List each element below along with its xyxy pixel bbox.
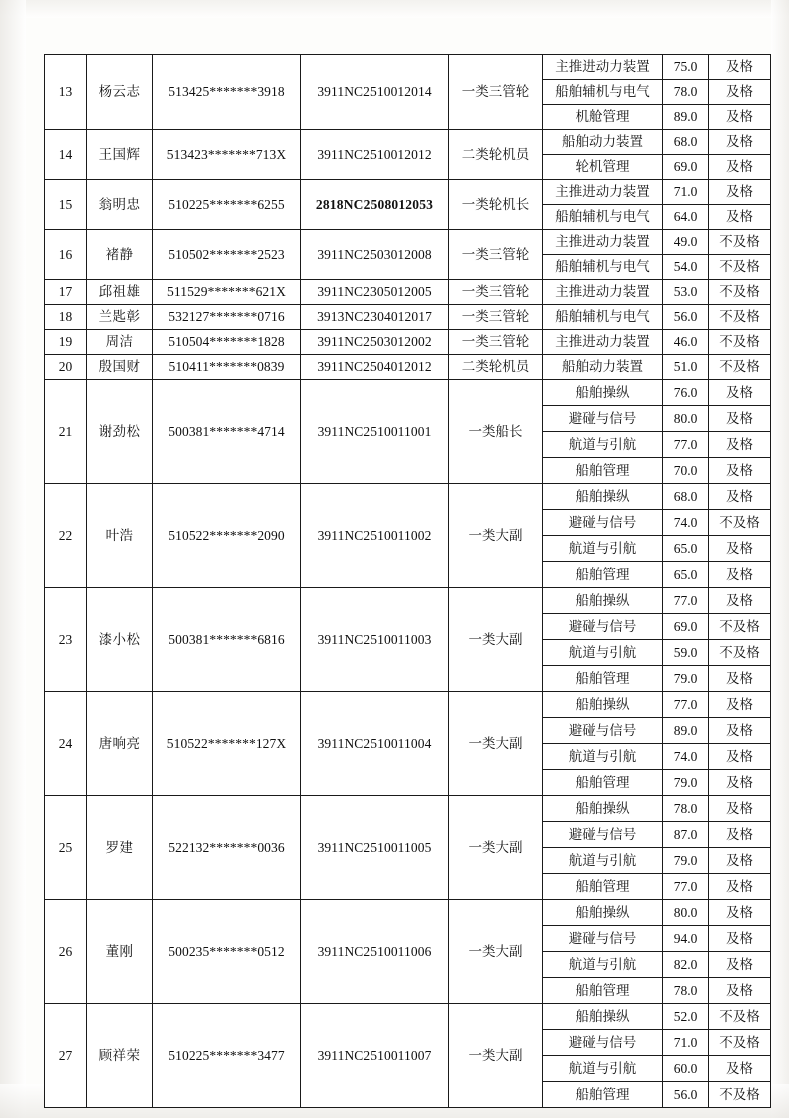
exam-subject: 船舶动力装置 [543, 130, 663, 155]
competency-category: 一类大副 [449, 900, 543, 1004]
exam-subject: 机舱管理 [543, 105, 663, 130]
id-number: 500235*******0512 [153, 900, 301, 1004]
exam-score: 80.0 [663, 900, 709, 926]
exam-score: 80.0 [663, 406, 709, 432]
exam-score: 49.0 [663, 230, 709, 255]
exam-subject: 船舶操纵 [543, 588, 663, 614]
row-serial-number: 17 [45, 280, 87, 305]
exam-subject: 航道与引航 [543, 1056, 663, 1082]
exam-result: 及格 [709, 432, 771, 458]
exam-subject: 船舶辅机与电气 [543, 255, 663, 280]
table-row [45, 796, 771, 822]
exam-result: 及格 [709, 205, 771, 230]
exam-score: 53.0 [663, 280, 709, 305]
exam-subject: 航道与引航 [543, 952, 663, 978]
exam-subject: 主推进动力装置 [543, 330, 663, 355]
candidate-name: 谢劲松 [87, 380, 153, 484]
exam-result: 及格 [709, 380, 771, 406]
exam-subject: 船舶操纵 [543, 380, 663, 406]
exam-subject: 航道与引航 [543, 848, 663, 874]
exam-score: 78.0 [663, 978, 709, 1004]
certificate-number: 3911NC2510012014 [301, 55, 449, 130]
exam-score: 51.0 [663, 355, 709, 380]
competency-category: 一类三管轮 [449, 230, 543, 280]
row-serial-number: 15 [45, 180, 87, 230]
exam-result: 及格 [709, 484, 771, 510]
id-number: 510504*******1828 [153, 330, 301, 355]
exam-subject: 船舶操纵 [543, 796, 663, 822]
exam-subject: 主推进动力装置 [543, 55, 663, 80]
table-row [45, 900, 771, 926]
table-row [45, 692, 771, 718]
row-serial-number: 22 [45, 484, 87, 588]
competency-category: 一类三管轮 [449, 55, 543, 130]
certificate-number: 3911NC2510011005 [301, 796, 449, 900]
table-row [45, 180, 771, 205]
row-serial-number: 26 [45, 900, 87, 1004]
page-edge-shading-top [0, 0, 789, 18]
certificate-number: 3911NC2305012005 [301, 280, 449, 305]
exam-result: 及格 [709, 718, 771, 744]
exam-subject: 船舶管理 [543, 978, 663, 1004]
id-number: 510225*******6255 [153, 180, 301, 230]
exam-score: 76.0 [663, 380, 709, 406]
row-serial-number: 21 [45, 380, 87, 484]
competency-category: 二类轮机员 [449, 355, 543, 380]
exam-result: 及格 [709, 900, 771, 926]
exam-subject: 船舶辅机与电气 [543, 80, 663, 105]
exam-result: 及格 [709, 55, 771, 80]
row-serial-number: 19 [45, 330, 87, 355]
exam-score: 69.0 [663, 155, 709, 180]
exam-result: 不及格 [709, 305, 771, 330]
competency-category: 一类船长 [449, 380, 543, 484]
exam-subject: 避碰与信号 [543, 406, 663, 432]
exam-subject: 避碰与信号 [543, 1030, 663, 1056]
certificate-number: 3911NC2510012012 [301, 130, 449, 180]
exam-score: 54.0 [663, 255, 709, 280]
exam-subject: 航道与引航 [543, 744, 663, 770]
table-row [45, 280, 771, 305]
candidate-name: 董刚 [87, 900, 153, 1004]
exam-subject: 避碰与信号 [543, 718, 663, 744]
exam-score: 75.0 [663, 55, 709, 80]
exam-subject: 船舶动力装置 [543, 355, 663, 380]
exam-subject: 主推进动力装置 [543, 280, 663, 305]
candidate-name: 周洁 [87, 330, 153, 355]
id-number: 532127*******0716 [153, 305, 301, 330]
exam-score: 70.0 [663, 458, 709, 484]
certificate-number: 2818NC2508012053 [301, 180, 449, 230]
row-serial-number: 23 [45, 588, 87, 692]
exam-result: 不及格 [709, 230, 771, 255]
candidate-name: 殷国财 [87, 355, 153, 380]
competency-category: 一类三管轮 [449, 330, 543, 355]
table-row [45, 230, 771, 255]
id-number: 500381*******4714 [153, 380, 301, 484]
table-row [45, 330, 771, 355]
exam-subject: 主推进动力装置 [543, 180, 663, 205]
exam-score: 77.0 [663, 874, 709, 900]
exam-result: 不及格 [709, 510, 771, 536]
certificate-number: 3911NC2503012008 [301, 230, 449, 280]
exam-score: 71.0 [663, 1030, 709, 1056]
table-row [45, 355, 771, 380]
table-row [45, 380, 771, 406]
candidate-name: 漆小松 [87, 588, 153, 692]
exam-result: 不及格 [709, 614, 771, 640]
exam-result: 及格 [709, 926, 771, 952]
competency-category: 一类大副 [449, 484, 543, 588]
exam-subject: 避碰与信号 [543, 510, 663, 536]
candidate-name: 杨云志 [87, 55, 153, 130]
table-row [45, 1004, 771, 1030]
exam-score: 56.0 [663, 1082, 709, 1108]
id-number: 500381*******6816 [153, 588, 301, 692]
exam-result: 不及格 [709, 1030, 771, 1056]
exam-results-table [44, 54, 771, 1108]
exam-result: 及格 [709, 692, 771, 718]
exam-result: 及格 [709, 874, 771, 900]
exam-subject: 航道与引航 [543, 536, 663, 562]
exam-score: 68.0 [663, 484, 709, 510]
exam-score: 68.0 [663, 130, 709, 155]
id-number: 510225*******3477 [153, 1004, 301, 1108]
exam-subject: 避碰与信号 [543, 614, 663, 640]
exam-score: 60.0 [663, 1056, 709, 1082]
exam-score: 74.0 [663, 744, 709, 770]
id-number: 513425*******3918 [153, 55, 301, 130]
exam-score: 46.0 [663, 330, 709, 355]
exam-results-table-container [44, 54, 760, 1108]
candidate-name: 罗建 [87, 796, 153, 900]
id-number: 510522*******2090 [153, 484, 301, 588]
row-serial-number: 25 [45, 796, 87, 900]
row-serial-number: 20 [45, 355, 87, 380]
competency-category: 一类大副 [449, 692, 543, 796]
page-edge-shading-right [771, 0, 789, 1118]
exam-score: 64.0 [663, 205, 709, 230]
competency-category: 一类大副 [449, 588, 543, 692]
exam-result: 不及格 [709, 330, 771, 355]
row-serial-number: 18 [45, 305, 87, 330]
candidate-name: 顾祥荣 [87, 1004, 153, 1108]
certificate-number: 3911NC2510011002 [301, 484, 449, 588]
competency-category: 二类轮机员 [449, 130, 543, 180]
exam-result: 不及格 [709, 640, 771, 666]
exam-subject: 避碰与信号 [543, 822, 663, 848]
row-serial-number: 14 [45, 130, 87, 180]
exam-subject: 船舶管理 [543, 874, 663, 900]
exam-score: 89.0 [663, 105, 709, 130]
id-number: 510411*******0839 [153, 355, 301, 380]
competency-category: 一类大副 [449, 1004, 543, 1108]
exam-subject: 船舶管理 [543, 1082, 663, 1108]
exam-score: 56.0 [663, 305, 709, 330]
exam-score: 79.0 [663, 666, 709, 692]
exam-score: 89.0 [663, 718, 709, 744]
exam-subject: 船舶管理 [543, 562, 663, 588]
candidate-name: 褚静 [87, 230, 153, 280]
exam-subject: 船舶管理 [543, 458, 663, 484]
exam-result: 及格 [709, 770, 771, 796]
exam-result: 及格 [709, 180, 771, 205]
exam-subject: 主推进动力装置 [543, 230, 663, 255]
exam-subject: 轮机管理 [543, 155, 663, 180]
exam-result: 及格 [709, 952, 771, 978]
table-row [45, 305, 771, 330]
candidate-name: 兰匙彰 [87, 305, 153, 330]
page-edge-shading-left [0, 0, 26, 1118]
exam-result: 及格 [709, 406, 771, 432]
exam-result: 及格 [709, 848, 771, 874]
exam-subject: 船舶管理 [543, 666, 663, 692]
exam-score: 59.0 [663, 640, 709, 666]
candidate-name: 翁明忠 [87, 180, 153, 230]
exam-score: 79.0 [663, 770, 709, 796]
competency-category: 一类三管轮 [449, 280, 543, 305]
exam-result: 及格 [709, 105, 771, 130]
competency-category: 一类三管轮 [449, 305, 543, 330]
id-number: 510502*******2523 [153, 230, 301, 280]
table-row [45, 588, 771, 614]
candidate-name: 唐响亮 [87, 692, 153, 796]
exam-subject: 船舶操纵 [543, 692, 663, 718]
competency-category: 一类轮机长 [449, 180, 543, 230]
exam-score: 78.0 [663, 796, 709, 822]
exam-result: 及格 [709, 562, 771, 588]
certificate-number: 3911NC2510011007 [301, 1004, 449, 1108]
row-serial-number: 24 [45, 692, 87, 796]
exam-score: 69.0 [663, 614, 709, 640]
row-serial-number: 27 [45, 1004, 87, 1108]
candidate-name: 叶浩 [87, 484, 153, 588]
certificate-number: 3913NC2304012017 [301, 305, 449, 330]
exam-result: 及格 [709, 1056, 771, 1082]
exam-result: 不及格 [709, 1004, 771, 1030]
exam-result: 不及格 [709, 255, 771, 280]
exam-result: 及格 [709, 155, 771, 180]
table-row [45, 55, 771, 80]
competency-category: 一类大副 [449, 796, 543, 900]
exam-result: 及格 [709, 666, 771, 692]
exam-score: 82.0 [663, 952, 709, 978]
table-row [45, 130, 771, 155]
exam-result: 不及格 [709, 1082, 771, 1108]
exam-score: 65.0 [663, 536, 709, 562]
exam-result: 及格 [709, 744, 771, 770]
candidate-name: 王国辉 [87, 130, 153, 180]
exam-subject: 船舶操纵 [543, 484, 663, 510]
exam-result: 及格 [709, 80, 771, 105]
exam-subject: 船舶操纵 [543, 1004, 663, 1030]
exam-score: 79.0 [663, 848, 709, 874]
certificate-number: 3911NC2510011003 [301, 588, 449, 692]
exam-result: 及格 [709, 130, 771, 155]
exam-score: 78.0 [663, 80, 709, 105]
table-body [45, 55, 771, 1108]
exam-score: 71.0 [663, 180, 709, 205]
exam-subject: 船舶操纵 [543, 900, 663, 926]
id-number: 522132*******0036 [153, 796, 301, 900]
exam-score: 74.0 [663, 510, 709, 536]
exam-score: 52.0 [663, 1004, 709, 1030]
certificate-number: 3911NC2503012002 [301, 330, 449, 355]
id-number: 511529*******621X [153, 280, 301, 305]
exam-result: 及格 [709, 978, 771, 1004]
exam-score: 87.0 [663, 822, 709, 848]
exam-score: 77.0 [663, 692, 709, 718]
id-number: 513423*******713X [153, 130, 301, 180]
table-row [45, 484, 771, 510]
exam-score: 94.0 [663, 926, 709, 952]
row-serial-number: 16 [45, 230, 87, 280]
certificate-number: 3911NC2510011001 [301, 380, 449, 484]
exam-subject: 船舶辅机与电气 [543, 205, 663, 230]
candidate-name: 邱祖雄 [87, 280, 153, 305]
certificate-number: 3911NC2510011004 [301, 692, 449, 796]
exam-subject: 船舶辅机与电气 [543, 305, 663, 330]
certificate-number: 3911NC2510011006 [301, 900, 449, 1004]
exam-result: 及格 [709, 796, 771, 822]
exam-result: 及格 [709, 588, 771, 614]
exam-result: 及格 [709, 536, 771, 562]
exam-result: 及格 [709, 822, 771, 848]
exam-score: 77.0 [663, 588, 709, 614]
exam-score: 65.0 [663, 562, 709, 588]
exam-result: 及格 [709, 458, 771, 484]
exam-subject: 航道与引航 [543, 432, 663, 458]
exam-result: 不及格 [709, 355, 771, 380]
exam-subject: 航道与引航 [543, 640, 663, 666]
exam-score: 77.0 [663, 432, 709, 458]
exam-result: 不及格 [709, 280, 771, 305]
exam-subject: 避碰与信号 [543, 926, 663, 952]
certificate-number: 3911NC2504012012 [301, 355, 449, 380]
row-serial-number: 13 [45, 55, 87, 130]
id-number: 510522*******127X [153, 692, 301, 796]
exam-subject: 船舶管理 [543, 770, 663, 796]
